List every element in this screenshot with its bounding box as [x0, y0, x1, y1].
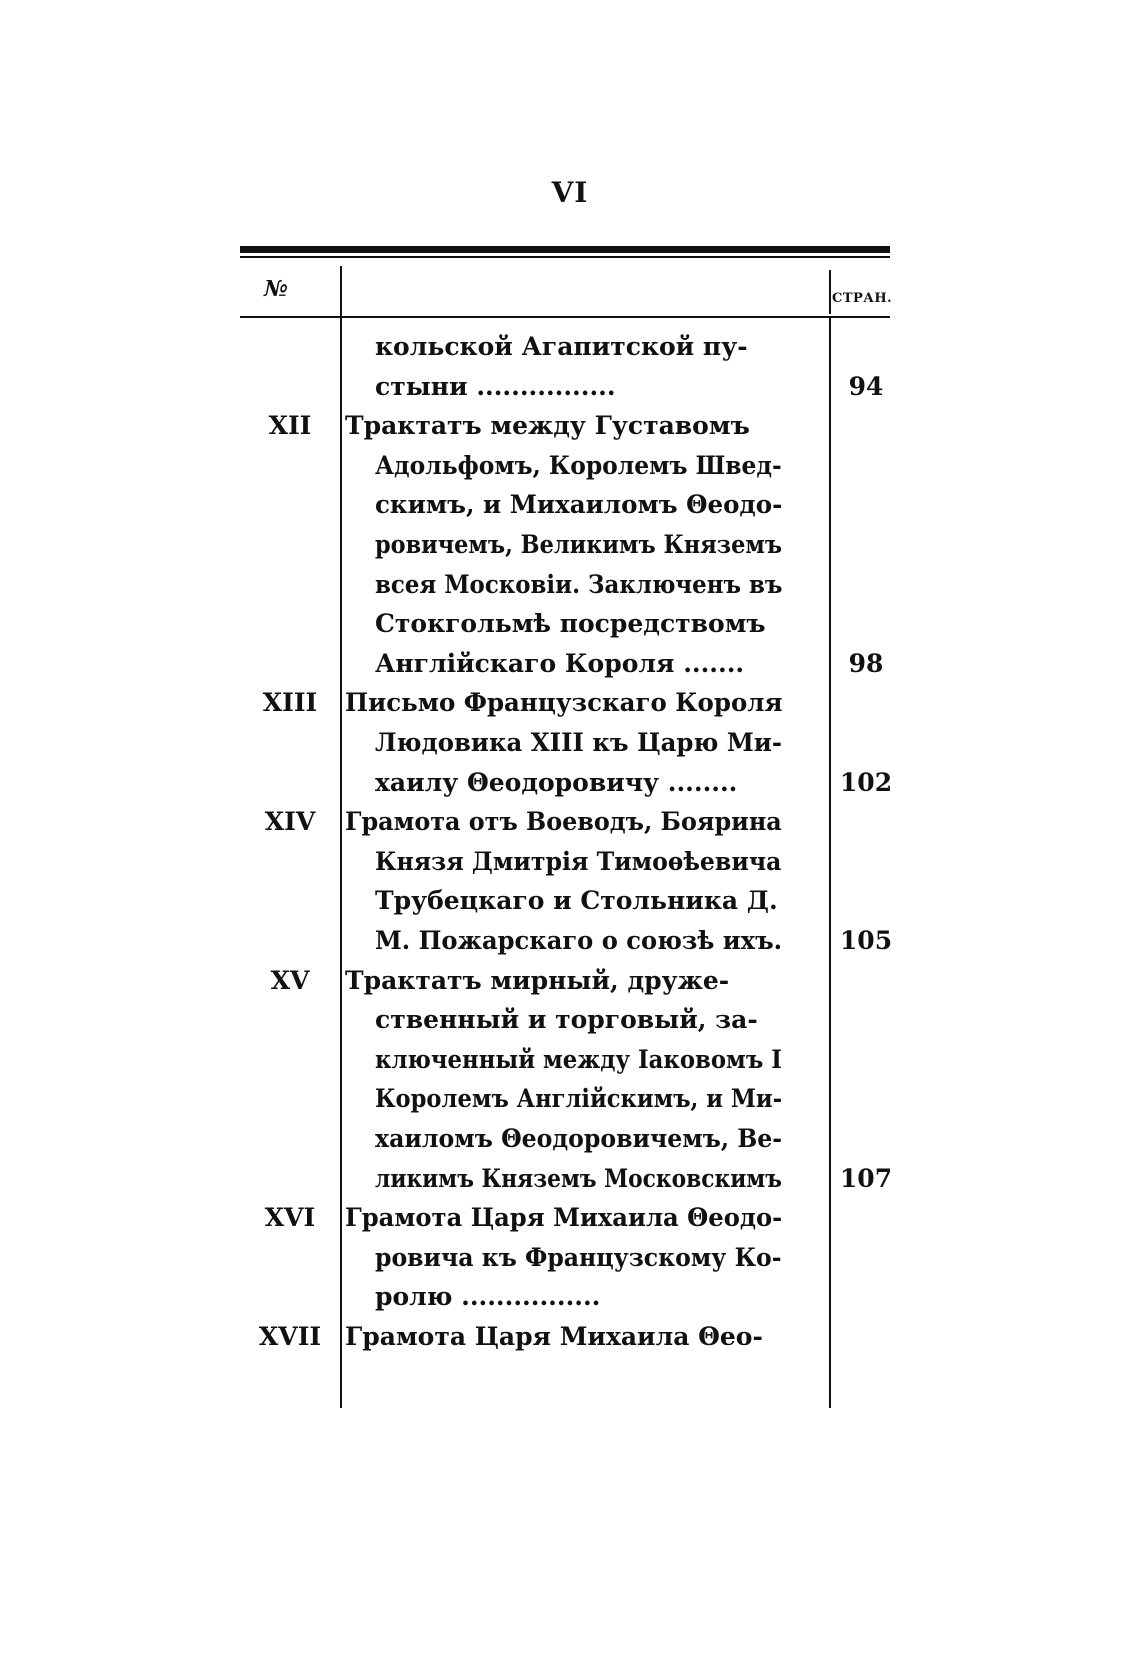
- entry-title-line: Трубецкаго и Стольника Д.: [375, 886, 778, 916]
- entry-title-line: Адольфомъ, Королемъ Швед-: [375, 450, 782, 480]
- entry-page-number: 107: [839, 1163, 893, 1193]
- entry-title-line: Королемъ Англійскимъ, и Ми-: [375, 1084, 783, 1114]
- entry-number: XIV: [264, 807, 316, 837]
- entry-number: XVI: [264, 1203, 316, 1233]
- entry-number: XV: [270, 965, 310, 995]
- entry-page-number: 102: [839, 767, 893, 797]
- entry-title-line: ровича къ Французскому Ко-: [375, 1242, 782, 1272]
- entry-title-line: хаилу Θеодоровичу ........: [375, 767, 738, 797]
- entry-title-line: ственный и торговый, за-: [375, 1005, 758, 1035]
- entry-title-line: Князя Дмитрія Тимоѳѣевича: [375, 846, 782, 876]
- entry-title-line: Трактатъ мирный, друже-: [345, 965, 730, 995]
- entry-title-line: ключенный между Іаковомъ I: [375, 1044, 782, 1074]
- entry-page-number: 98: [848, 648, 884, 678]
- entry-title-line: ровичемъ, Великимъ Княземъ: [375, 530, 783, 559]
- entry-number: XVII: [258, 1322, 322, 1351]
- entry-title-line: М. Пожарскаго о союзѣ ихъ.: [375, 926, 783, 955]
- entry-title-line: хаиломъ Θеодоровичемъ, Ве-: [375, 1124, 783, 1153]
- entry-title-line: скимъ, и Михаиломъ Θеодо-: [375, 490, 783, 520]
- entry-title-line: Англійскаго Короля .......: [375, 648, 745, 678]
- entry-title-line: ролю ................: [375, 1282, 601, 1312]
- entry-page-number: 105: [839, 926, 893, 955]
- entry-title-line: Грамота Царя Михаила Θеодо-: [345, 1203, 783, 1233]
- entry-title-line: Стокгольмѣ посредствомъ: [375, 609, 766, 639]
- header-page-label: СТРАН.: [832, 291, 893, 306]
- entry-title-line: ликимъ Княземъ Московскимъ: [375, 1163, 782, 1193]
- entry-title-line: Грамота отъ Воеводъ, Боярина: [345, 807, 782, 837]
- entry-number: XIII: [262, 688, 318, 718]
- entry-title-line: стыни ................: [375, 371, 616, 401]
- entry-title-line: Трактатъ между Густавомъ: [345, 411, 750, 441]
- entry-title-line: Письмо Французскаго Короля: [345, 688, 783, 718]
- page-number: VI: [551, 176, 589, 209]
- entry-title-line: всея Московіи. Заключенъ въ: [375, 569, 783, 599]
- entry-page-number: 94: [848, 371, 884, 401]
- header-number-label: №: [264, 276, 288, 302]
- entry-number: XII: [268, 411, 312, 441]
- entry-title-line: Грамота Царя Михаила Θео-: [345, 1322, 763, 1351]
- entry-title-line: Людовика XIII къ Царю Ми-: [375, 728, 782, 757]
- entry-title-line: кольской Агапитской пу-: [375, 332, 748, 361]
